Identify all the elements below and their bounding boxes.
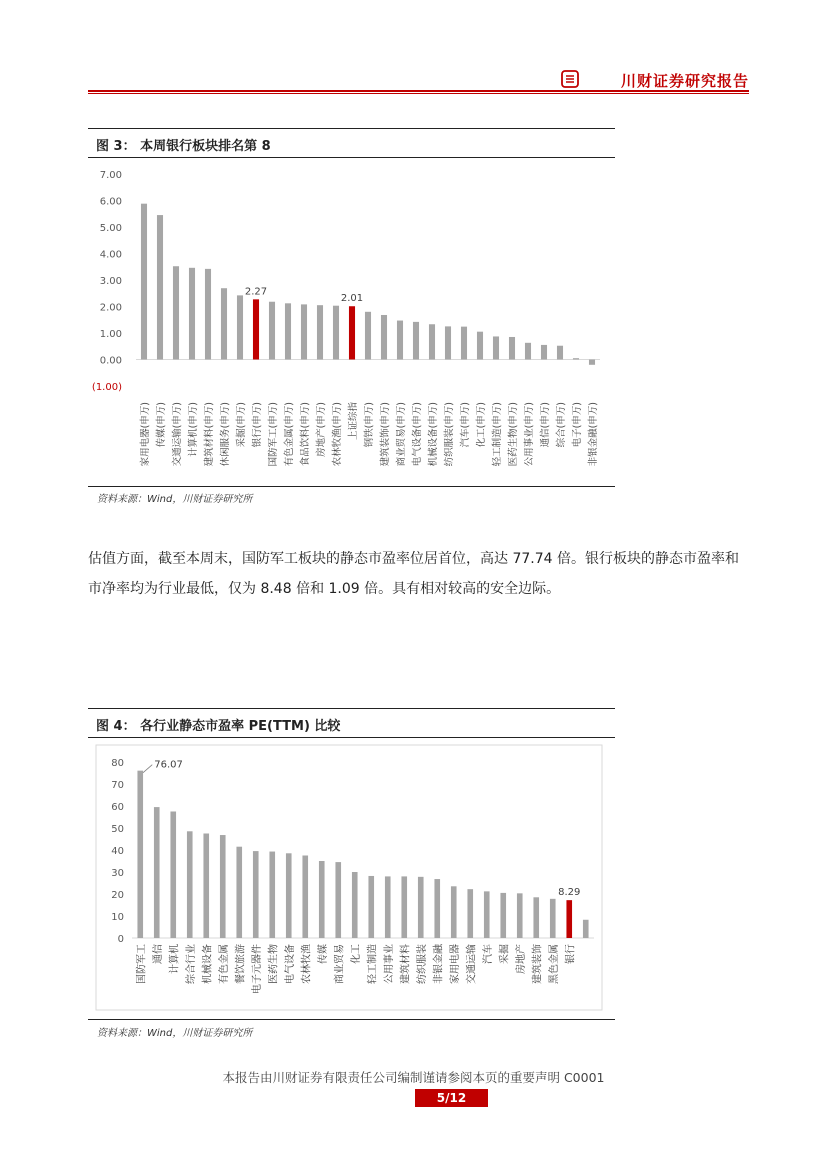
x-tick-label: 食品饮料(申万) <box>300 402 311 467</box>
bar <box>500 893 506 938</box>
x-tick-label: 传媒 <box>317 944 329 964</box>
x-tick-label: 汽车(申万) <box>460 402 471 448</box>
bar <box>317 305 323 359</box>
brand-title: 川财证券研究报告 <box>620 72 749 90</box>
y-tick-label: (1.00) <box>91 382 122 393</box>
bar <box>583 920 589 938</box>
y-tick-label: 70 <box>111 780 124 791</box>
bar <box>141 204 147 360</box>
bar <box>173 266 179 359</box>
x-tick-label: 农林牧渔(申万) <box>332 402 343 467</box>
x-tick-label: 休闲服务(申万) <box>220 402 231 467</box>
x-tick-label: 综合行业 <box>185 944 197 984</box>
y-tick-label: 60 <box>111 802 124 813</box>
bar <box>413 322 419 360</box>
x-tick-label: 公用事业(申万) <box>524 402 535 467</box>
x-tick-label: 采掘(申万) <box>236 402 247 448</box>
bar <box>319 861 325 938</box>
x-tick-label: 上证综指 <box>348 402 359 441</box>
bar <box>429 324 435 359</box>
x-tick-label: 化工 <box>350 944 362 964</box>
y-tick-label: 80 <box>111 758 124 769</box>
bar <box>253 299 259 359</box>
x-tick-label: 计算机 <box>169 944 181 974</box>
header-rule <box>88 90 749 92</box>
x-tick-label: 传媒(申万) <box>156 402 167 448</box>
figure-3-chart <box>88 158 615 486</box>
y-tick-label: 7.00 <box>99 170 122 181</box>
bar <box>333 306 339 360</box>
bar <box>368 876 374 938</box>
figure-4-chart <box>88 738 615 1019</box>
bar <box>509 337 515 360</box>
x-tick-label: 通信(申万) <box>540 402 551 448</box>
x-tick-label: 建筑装饰(申万) <box>380 402 391 467</box>
x-tick-label: 有色金属 <box>218 944 230 984</box>
x-tick-label: 房地产(申万) <box>316 402 327 457</box>
bar <box>418 877 424 938</box>
bar <box>269 852 275 938</box>
y-tick-label: 10 <box>111 912 124 923</box>
bar <box>205 269 211 360</box>
bar <box>365 312 371 360</box>
x-tick-label: 汽车 <box>482 944 494 964</box>
x-tick-label: 纺织服装(申万) <box>444 402 455 467</box>
x-tick-label: 电气设备(申万) <box>412 402 423 467</box>
y-tick-label: 6.00 <box>99 196 122 208</box>
y-tick-label: 1.00 <box>99 329 122 340</box>
figure-3 <box>88 128 615 487</box>
x-tick-label: 电子元器件 <box>251 944 263 994</box>
x-tick-label: 国防军工 <box>136 944 148 984</box>
bar <box>484 891 490 938</box>
x-tick-label: 建筑材料(申万) <box>204 402 215 467</box>
x-tick-label: 机械设备 <box>202 944 214 984</box>
figure-4-title: 图 4： 各行业静态市盈率 PE(TTM) 比较 <box>96 719 341 734</box>
x-tick-label: 电气设备 <box>284 944 296 984</box>
bar <box>349 306 355 359</box>
body-paragraph: 估值方面，截至本周末，国防军工板块的静态市盈率位居首位，高达 77.74 倍。银行板块的静态市盈率和市净率均为行业最低，仅为 8.48 倍和 1.09 倍。具有相对较高的安全边际。 <box>88 551 739 597</box>
x-tick-label: 综合(申万) <box>556 402 567 448</box>
y-tick-label: 0.00 <box>99 355 122 367</box>
y-tick-label: 5.00 <box>99 223 122 234</box>
bar <box>302 856 308 939</box>
y-tick-label: 0 <box>117 934 124 945</box>
bar <box>236 847 242 938</box>
x-tick-label: 钢铁(申万) <box>364 402 375 448</box>
bar <box>189 268 195 360</box>
x-tick-label: 家用电器 <box>449 944 461 984</box>
bar <box>269 302 275 360</box>
x-tick-label: 有色金属(申万) <box>284 402 295 467</box>
bar <box>352 872 358 938</box>
x-tick-label: 通信 <box>152 944 164 964</box>
x-tick-label: 化工(申万) <box>476 402 487 448</box>
bar <box>335 862 341 938</box>
footer-disclaimer: 本报告由川财证券有限责任公司编制谨请参阅本页的重要声明 C0001 <box>222 1070 605 1085</box>
bar <box>187 831 193 938</box>
data-label: 2.01 <box>340 293 364 305</box>
x-tick-label: 非银金融(申万) <box>588 402 599 467</box>
bar <box>157 215 163 359</box>
x-tick-label: 轻工制造 <box>367 944 379 984</box>
x-tick-label: 银行 <box>565 944 577 964</box>
x-tick-label: 建筑装饰 <box>532 944 544 984</box>
bar <box>286 853 292 938</box>
bar <box>253 851 259 938</box>
bar <box>221 288 227 359</box>
bar <box>517 893 523 938</box>
x-tick-label: 非银金融 <box>433 944 445 984</box>
y-tick-label: 40 <box>111 846 124 857</box>
bar <box>467 889 473 938</box>
figure-3-source: 资料来源：Wind，川财证券研究所 <box>97 494 253 505</box>
x-tick-label: 农林牧渔 <box>301 944 313 984</box>
y-tick-label: 4.00 <box>99 249 122 261</box>
x-tick-label: 商业贸易 <box>334 944 346 984</box>
y-tick-label: 3.00 <box>99 276 122 287</box>
bar <box>477 332 483 360</box>
x-tick-label: 黑色金属 <box>548 944 560 984</box>
bar <box>434 879 440 938</box>
bar <box>170 812 176 939</box>
figure-4-source: 资料来源：Wind，川财证券研究所 <box>97 1028 253 1039</box>
logo-icon <box>561 70 579 88</box>
bar <box>525 343 531 360</box>
x-tick-label: 家用电器(申万) <box>140 402 151 467</box>
figure-3-title: 图 3： 本周银行板块排名第 8 <box>96 139 271 154</box>
y-tick-label: 2.00 <box>99 302 122 314</box>
x-tick-label: 纺织服装 <box>416 944 428 984</box>
bar <box>137 771 143 938</box>
x-tick-label: 银行(申万) <box>252 402 263 448</box>
data-label: 2.27 <box>244 286 268 298</box>
x-tick-label: 交通运输 <box>466 944 478 984</box>
bar <box>203 834 209 939</box>
y-tick-label: 50 <box>111 824 124 835</box>
bar <box>237 295 243 359</box>
bar <box>285 303 291 359</box>
bar <box>451 886 457 938</box>
bar <box>381 315 387 360</box>
x-tick-label: 轻工制造(申万) <box>492 402 503 467</box>
x-tick-label: 交通运输(申万) <box>172 402 183 467</box>
x-tick-label: 计算机(申万) <box>188 402 199 457</box>
page-header <box>88 58 749 94</box>
bar <box>220 835 226 938</box>
bar <box>397 321 403 360</box>
header-rule-thin <box>88 93 749 94</box>
bar <box>533 897 539 938</box>
bar <box>566 900 572 938</box>
bar <box>401 876 407 938</box>
bar <box>573 358 579 359</box>
x-tick-label: 餐饮旅游 <box>235 944 247 984</box>
x-tick-label: 房地产 <box>515 944 527 974</box>
y-tick-label: 30 <box>111 868 124 879</box>
bar <box>301 304 307 359</box>
data-label: 76.07 <box>154 759 183 771</box>
bar <box>385 876 391 938</box>
figure-4 <box>88 708 615 1020</box>
bar <box>493 336 499 359</box>
y-tick-label: 20 <box>111 890 124 901</box>
bar <box>461 327 467 360</box>
bar <box>589 360 595 365</box>
x-tick-label: 建筑材料 <box>400 944 412 984</box>
x-tick-label: 采掘 <box>499 944 511 964</box>
bar <box>541 345 547 360</box>
data-label: 8.29 <box>558 887 581 899</box>
page-number: 5/12 <box>415 1089 488 1107</box>
bar <box>445 326 451 359</box>
x-tick-label: 商业贸易(申万) <box>396 402 407 467</box>
x-tick-label: 医药生物(申万) <box>508 402 519 467</box>
bar <box>557 346 563 360</box>
x-tick-label: 电子(申万) <box>572 402 583 448</box>
x-tick-label: 机械设备(申万) <box>428 402 439 467</box>
x-tick-label: 公用事业 <box>383 944 395 984</box>
bar <box>550 899 556 938</box>
bar <box>154 807 160 938</box>
x-tick-label: 医药生物 <box>268 944 280 984</box>
x-tick-label: 国防军工(申万) <box>268 402 279 467</box>
